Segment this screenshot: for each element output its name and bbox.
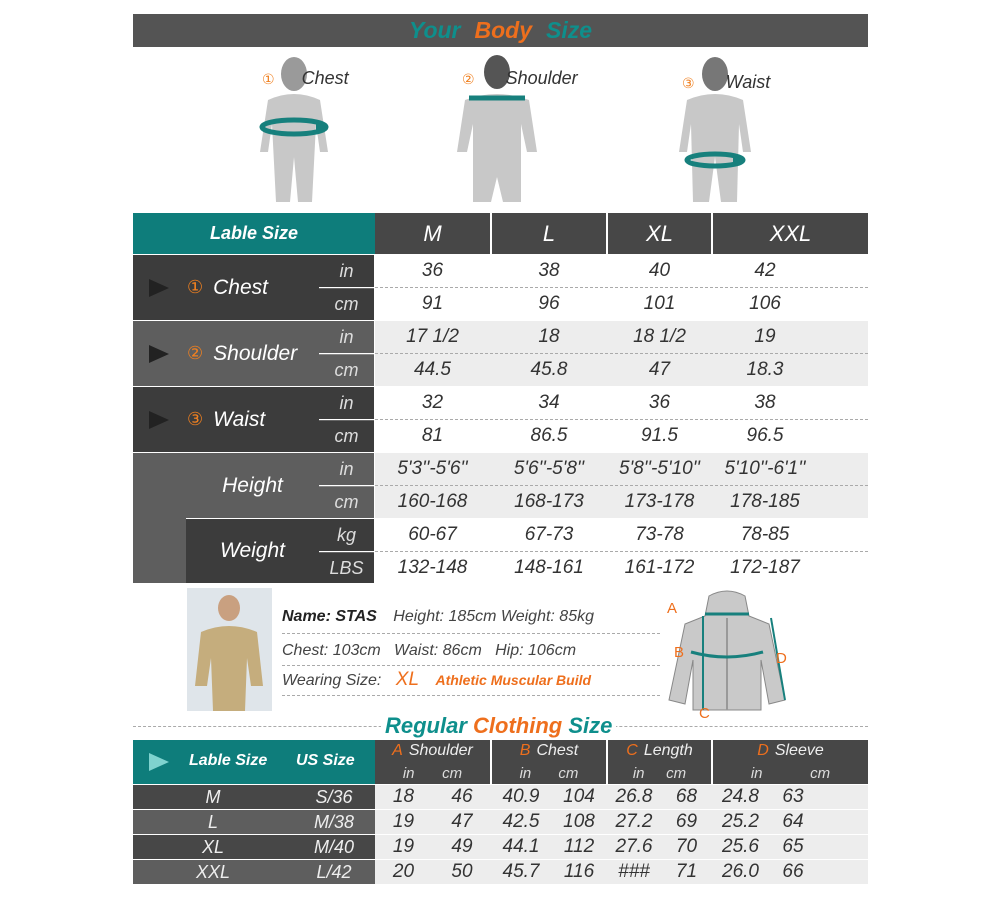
size-value-cell: 73-78: [635, 524, 684, 545]
body-size-banner: [133, 14, 868, 47]
size-value-cell: 67-73: [524, 524, 574, 545]
unit-cell: cm: [319, 288, 374, 320]
size-value-cell: 18.3: [746, 359, 784, 380]
unit-cell: cm: [319, 486, 374, 518]
group-waist: ③ Waist: [133, 387, 319, 452]
unit-cell: cm: [319, 420, 374, 452]
regular-row-us-size: M/40: [293, 835, 375, 859]
regular-value-cell: 45.7: [502, 861, 540, 882]
size-value-cell: 5'3''-5'6'': [397, 458, 468, 479]
size-value-cell: 132-148: [397, 557, 468, 578]
regular-value-cell: 71: [675, 861, 698, 882]
model-person-icon: [187, 588, 272, 711]
size-header-xxl: XXL: [713, 213, 868, 254]
wearing-label: Wearing Size:: [282, 672, 382, 689]
regular-value-cell: 25.6: [722, 836, 759, 857]
regular-unit-header: in cm: [492, 762, 606, 784]
size-value-cell: 101: [643, 293, 676, 314]
size-value-cell: 36: [421, 260, 444, 281]
model-measurements: Chest: 103cm Waist: 86cm Hip: 106cm: [282, 642, 577, 659]
size-value-cell: 160-168: [397, 491, 468, 512]
unit-cell: in: [319, 255, 374, 287]
regular-label-size-header: Lable Size: [189, 752, 268, 769]
size-value-cell: 38: [754, 392, 776, 413]
model-divider: [282, 633, 660, 634]
size-value-cell: 96.5: [746, 425, 784, 446]
unit-cell: in: [319, 453, 374, 485]
wearing-size: XL: [395, 669, 420, 690]
hoodie-label-b: B: [674, 644, 685, 661]
size-value-cell: 36: [648, 392, 671, 413]
banner-word-2: Body: [474, 17, 532, 43]
size-header-xl: XL: [608, 213, 711, 254]
regular-unit-header: in cm: [713, 762, 868, 784]
size-value-cell: 172-187: [730, 557, 800, 578]
size-value-cell: 47: [648, 359, 671, 380]
regular-value-cell: 50: [451, 861, 473, 882]
model-divider: [282, 665, 660, 666]
regular-value-cell: 65: [782, 836, 804, 857]
size-value-cell: 106: [749, 293, 781, 314]
regular-value-cell: 27.6: [615, 836, 653, 857]
model-height-weight: Height: 185cm Weight: 85kg: [393, 608, 594, 625]
regular-us-size-header: US Size: [296, 752, 355, 769]
unit-cell: in: [319, 387, 374, 419]
regular-col-header: C Length: [608, 740, 711, 762]
regular-value-cell: 63: [782, 786, 804, 807]
size-value-cell: 86.5: [530, 425, 568, 446]
regular-value-cell: 46: [451, 786, 473, 807]
regular-row-us-size: S/36: [293, 785, 375, 809]
chest-figure-label: ① Chest: [262, 68, 349, 88]
group-weight: Weight: [186, 519, 319, 583]
regular-value-cell: 25.2: [722, 811, 759, 832]
size-value-cell: 19: [754, 326, 776, 347]
regular-value-cell: 112: [563, 836, 595, 857]
size-value-cell: 91.5: [641, 425, 678, 446]
regular-value-cell: 19: [392, 811, 415, 832]
size-value-cell: 173-178: [624, 491, 695, 512]
regular-header-left: [133, 740, 375, 784]
group-chest: ① Chest: [133, 255, 319, 320]
group-shoulder: ② Shoulder: [133, 321, 319, 386]
arrow-icon: [149, 345, 169, 363]
regular-col-header: A Shoulder: [375, 740, 490, 762]
unit-cell: in: [319, 321, 374, 353]
unit-cell: kg: [319, 519, 374, 551]
banner-word-3: Size: [546, 17, 593, 43]
unit-cell: cm: [319, 354, 374, 386]
hoodie-label-c: C: [699, 705, 710, 722]
regular-value-cell: 19: [392, 836, 415, 857]
regular-value-cell: 116: [563, 861, 595, 882]
size-value-cell: 81: [421, 425, 444, 446]
regular-unit-header: in cm: [608, 762, 711, 784]
size-header-m: M: [375, 213, 490, 254]
regular-col-header: B Chest: [492, 740, 606, 762]
label-size-header: Lable Size: [133, 213, 375, 254]
size-header-l: L: [492, 213, 606, 254]
shoulder-figure-label: ② Shoulder: [462, 68, 578, 88]
height-weight-side: [133, 453, 186, 583]
regular-title: Regular Clothing Size: [381, 713, 616, 739]
size-value-cell: 32: [421, 392, 444, 413]
regular-row-us-size: L/42: [293, 860, 375, 884]
regular-value-cell: 26.8: [615, 786, 653, 807]
size-value-cell: 18 1/2: [633, 326, 686, 347]
size-value-cell: 44.5: [414, 359, 451, 380]
regular-value-cell: 49: [451, 836, 473, 857]
regular-value-cell: 68: [675, 786, 698, 807]
regular-row-us-size: M/38: [293, 810, 375, 834]
size-value-cell: 60-67: [408, 524, 457, 545]
size-value-cell: 38: [538, 260, 560, 281]
size-value-cell: 5'6''-5'8'': [513, 458, 585, 479]
regular-value-cell: 64: [782, 811, 804, 832]
model-name: Name: STAS: [282, 608, 377, 625]
size-value-cell: 161-172: [624, 557, 695, 578]
size-value-cell: 168-173: [514, 491, 584, 512]
regular-row-label: XXL: [133, 860, 293, 884]
regular-value-cell: 66: [782, 861, 804, 882]
regular-value-cell: 44.1: [502, 836, 540, 857]
regular-unit-header: in cm: [375, 762, 490, 784]
arrow-icon: [149, 279, 169, 297]
regular-row-label: M: [133, 785, 293, 809]
size-value-cell: 96: [538, 293, 560, 314]
size-value-cell: 5'8''-5'10'': [619, 458, 700, 479]
model-divider: [282, 695, 660, 696]
regular-row-label: XL: [133, 835, 293, 859]
regular-value-cell: 18: [392, 786, 415, 807]
unit-cell: LBS: [319, 552, 374, 583]
build-label: Athletic Muscular Build: [435, 672, 592, 688]
regular-col-header: D Sleeve: [713, 740, 868, 762]
size-value-cell: 91: [421, 293, 444, 314]
regular-value-cell: 40.9: [502, 786, 540, 807]
size-value-cell: 42: [754, 260, 776, 281]
size-value-cell: 45.8: [530, 359, 568, 380]
size-value-cell: 78-85: [740, 524, 790, 545]
regular-row-label: L: [133, 810, 293, 834]
arrow-icon: [149, 411, 169, 429]
regular-value-cell: 20: [392, 861, 415, 882]
size-value-cell: 34: [538, 392, 560, 413]
hoodie-label-d: D: [776, 650, 787, 667]
regular-value-cell: 104: [563, 786, 595, 807]
waist-figure-label: ③ Waist: [682, 72, 771, 92]
size-value-cell: 5'10''-6'1'': [724, 458, 806, 479]
regular-value-cell: 24.8: [722, 786, 759, 807]
size-value-cell: 178-185: [730, 491, 800, 512]
model-photo: [187, 588, 272, 711]
size-value-cell: 148-161: [514, 557, 584, 578]
regular-value-cell: 26.0: [722, 861, 759, 882]
model-wearing-line: [282, 669, 591, 691]
size-value-cell: 18: [538, 326, 560, 347]
arrow-icon: [149, 753, 169, 771]
size-value-cell: 40: [648, 260, 671, 281]
size-value-cell: 17 1/2: [406, 326, 459, 347]
regular-value-cell: 42.5: [502, 811, 540, 832]
regular-value-cell: 27.2: [615, 811, 653, 832]
regular-value-cell: 69: [675, 811, 698, 832]
hoodie-label-a: A: [667, 600, 678, 617]
banner-word-1: Your: [408, 17, 461, 43]
regular-value-cell: 70: [675, 836, 698, 857]
group-height: Height: [186, 453, 319, 518]
regular-value-cell: 108: [563, 811, 595, 832]
regular-value-cell: 47: [451, 811, 473, 832]
regular-value-cell: ###: [618, 861, 650, 882]
model-name-line: [282, 608, 662, 626]
